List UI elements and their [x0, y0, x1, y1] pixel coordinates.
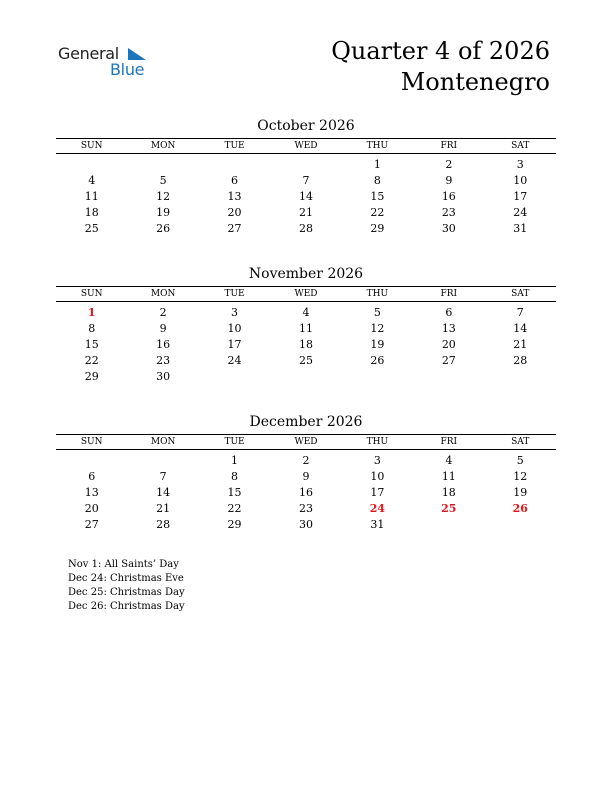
day-cell: 9: [159, 322, 167, 335]
weekday-header: SUN: [80, 289, 103, 299]
day-cell: 21: [156, 502, 171, 515]
day-cell: 22: [227, 502, 242, 515]
day-cell: 28: [513, 354, 528, 367]
week-row: [56, 517, 556, 533]
weekday-header: THU: [366, 289, 389, 299]
day-cell: 24: [227, 354, 242, 367]
weekday-header-row: [56, 139, 556, 153]
day-cell: 12: [370, 322, 385, 335]
weekday-header-row: [56, 287, 556, 301]
title-quarter: Quarter 4 of 2026: [331, 37, 550, 65]
day-cell: 19: [513, 486, 528, 499]
day-cell: 5: [516, 454, 524, 467]
day-cell: 8: [231, 470, 239, 483]
day-cell: 13: [441, 322, 456, 335]
day-cell: 6: [88, 470, 96, 483]
day-cell: 7: [516, 306, 524, 319]
week-row: [56, 157, 556, 173]
week-row: [56, 305, 556, 321]
holiday-note: Dec 26: Christmas Day: [68, 601, 185, 612]
weekday-header: WED: [294, 289, 318, 299]
day-cell: 17: [370, 486, 385, 499]
empty-day-cell: [199, 369, 270, 385]
day-cell: 1: [231, 454, 239, 467]
day-cell: 21: [513, 338, 528, 351]
day-cell: 28: [298, 222, 313, 235]
day-cell: 20: [227, 206, 242, 219]
day-cell: 1: [373, 158, 381, 171]
day-cell: 5: [373, 306, 381, 319]
day-cell: 29: [227, 518, 242, 531]
day-cell: 31: [370, 518, 385, 531]
day-cell: 6: [445, 306, 453, 319]
empty-day-cell: [342, 369, 413, 385]
day-cell: 18: [298, 338, 313, 351]
day-cell: 13: [84, 486, 99, 499]
weekday-header: WED: [294, 141, 318, 151]
day-cell: 20: [441, 338, 456, 351]
month-december: [56, 413, 556, 533]
day-cell: 16: [156, 338, 171, 351]
day-cell: 13: [227, 190, 242, 203]
month-november: [56, 265, 556, 385]
day-cell: 12: [513, 470, 528, 483]
holiday-day-cell: 26: [512, 502, 528, 515]
week-row: [56, 469, 556, 485]
day-cell: 26: [370, 354, 385, 367]
empty-day-cell: [127, 453, 198, 469]
weekday-header: SUN: [80, 141, 103, 151]
empty-day-cell: [56, 157, 127, 173]
logo-blue-text: Blue: [110, 60, 145, 79]
day-cell: 10: [370, 470, 385, 483]
day-cell: 17: [227, 338, 242, 351]
day-cell: 2: [302, 454, 310, 467]
empty-day-cell: [127, 157, 198, 173]
empty-day-cell: [199, 157, 270, 173]
day-cell: 17: [513, 190, 528, 203]
weekday-header: SAT: [511, 141, 530, 151]
day-cell: 3: [231, 306, 239, 319]
empty-day-cell: [485, 517, 556, 533]
week-row: [56, 369, 556, 385]
day-cell: 25: [84, 222, 99, 235]
day-cell: 4: [302, 306, 310, 319]
week-row: [56, 453, 556, 469]
week-row: [56, 501, 556, 517]
week-row: [56, 321, 556, 337]
day-cell: 10: [513, 174, 528, 187]
day-cell: 27: [441, 354, 456, 367]
empty-day-cell: [485, 369, 556, 385]
weekday-header: SUN: [80, 437, 103, 447]
day-cell: 23: [441, 206, 456, 219]
weekday-header: SAT: [511, 437, 530, 447]
day-cell: 12: [156, 190, 171, 203]
empty-day-cell: [413, 369, 484, 385]
week-row: [56, 205, 556, 221]
generalblue-logo: [58, 44, 168, 80]
weekday-header: TUE: [224, 289, 245, 299]
day-cell: 11: [441, 470, 456, 483]
day-cell: 31: [513, 222, 528, 235]
day-cell: 21: [298, 206, 313, 219]
day-cell: 5: [159, 174, 167, 187]
day-cell: 27: [227, 222, 242, 235]
day-cell: 30: [298, 518, 313, 531]
day-cell: 14: [156, 486, 171, 499]
holiday-day-cell: 1: [87, 306, 96, 319]
holiday-day-cell: 24: [369, 502, 386, 515]
holiday-note: Dec 24: Christmas Eve: [68, 573, 184, 584]
day-cell: 2: [159, 306, 167, 319]
day-cell: 22: [370, 206, 385, 219]
weekday-header: FRI: [440, 141, 458, 151]
day-cell: 19: [156, 206, 171, 219]
page-title: [331, 36, 550, 98]
week-row: [56, 337, 556, 353]
week-row: [56, 173, 556, 189]
weekday-header: THU: [366, 141, 389, 151]
empty-day-cell: [56, 453, 127, 469]
day-cell: 15: [84, 338, 99, 351]
day-cell: 14: [298, 190, 313, 203]
day-cell: 8: [373, 174, 381, 187]
week-row: [56, 485, 556, 501]
month-october: [56, 117, 556, 237]
weekday-header-row: [56, 435, 556, 449]
day-cell: 19: [370, 338, 385, 351]
week-row: [56, 353, 556, 369]
day-cell: 10: [227, 322, 242, 335]
weekday-header: MON: [150, 289, 176, 299]
weekday-header: THU: [366, 437, 389, 447]
weekday-header: TUE: [224, 141, 245, 151]
month-title: December 2026: [249, 414, 363, 430]
day-cell: 28: [156, 518, 171, 531]
day-cell: 16: [441, 190, 456, 203]
day-cell: 30: [156, 370, 171, 383]
day-cell: 9: [445, 174, 453, 187]
empty-day-cell: [270, 157, 341, 173]
holiday-note: Dec 25: Christmas Day: [68, 587, 185, 598]
day-cell: 23: [156, 354, 171, 367]
day-cell: 4: [88, 174, 96, 187]
holiday-day-cell: 25: [441, 502, 457, 515]
weekday-header: WED: [294, 437, 318, 447]
day-cell: 9: [302, 470, 310, 483]
holiday-notes: [68, 558, 185, 614]
week-row: [56, 221, 556, 237]
weekday-header: MON: [150, 141, 176, 151]
day-cell: 2: [445, 158, 453, 171]
weekday-header: MON: [150, 437, 176, 447]
day-cell: 24: [513, 206, 528, 219]
day-cell: 29: [370, 222, 385, 235]
day-cell: 11: [298, 322, 313, 335]
month-title: October 2026: [257, 118, 355, 134]
month-title: November 2026: [248, 266, 364, 282]
day-cell: 16: [298, 486, 313, 499]
day-cell: 14: [513, 322, 528, 335]
day-cell: 18: [84, 206, 99, 219]
empty-day-cell: [413, 517, 484, 533]
day-cell: 7: [302, 174, 310, 187]
day-cell: 3: [516, 158, 524, 171]
day-cell: 15: [370, 190, 385, 203]
empty-day-cell: [270, 369, 341, 385]
day-cell: 30: [441, 222, 456, 235]
day-cell: 15: [227, 486, 242, 499]
logo-general-text: General: [58, 44, 119, 63]
weekday-header: SAT: [511, 289, 530, 299]
weekday-header: FRI: [440, 437, 458, 447]
day-cell: 29: [84, 370, 99, 383]
holiday-note: Nov 1: All Saints’ Day: [68, 559, 179, 570]
day-cell: 18: [441, 486, 456, 499]
day-cell: 25: [298, 354, 313, 367]
day-cell: 27: [84, 518, 99, 531]
day-cell: 22: [84, 354, 99, 367]
weekday-header: FRI: [440, 289, 458, 299]
weekday-header: TUE: [224, 437, 245, 447]
day-cell: 11: [84, 190, 99, 203]
title-country: Montenegro: [400, 68, 550, 96]
day-cell: 7: [159, 470, 167, 483]
day-cell: 3: [373, 454, 381, 467]
day-cell: 4: [445, 454, 453, 467]
day-cell: 6: [231, 174, 239, 187]
week-row: [56, 189, 556, 205]
day-cell: 20: [84, 502, 99, 515]
day-cell: 26: [156, 222, 171, 235]
day-cell: 23: [298, 502, 313, 515]
day-cell: 8: [88, 322, 96, 335]
